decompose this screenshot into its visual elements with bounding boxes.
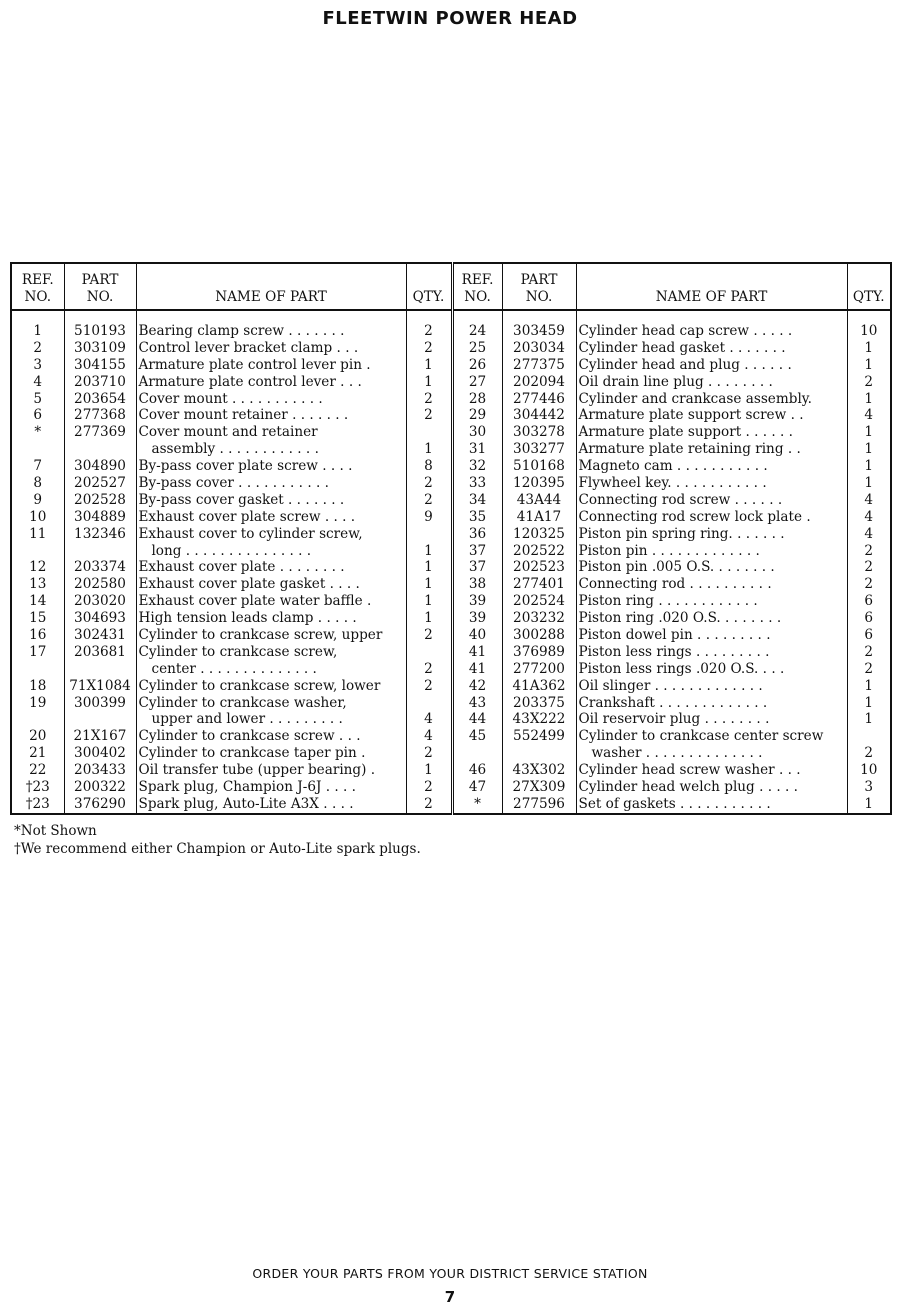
quantity: 1 (864, 677, 874, 694)
part-name: Magneto cam . . . . . . . . . . . (578, 458, 768, 475)
quantity: 3 (864, 779, 874, 796)
quantity: 2 (424, 491, 433, 508)
quantity: 4 (424, 711, 433, 728)
ref-number: * (34, 424, 42, 441)
part-number: 43X302 (512, 762, 566, 779)
part-name: Oil drain line plug . . . . . . . . (578, 373, 773, 390)
ref-number: 16 (29, 627, 47, 644)
quantity: 4 (864, 525, 874, 542)
header-name-left: NAME OF PART (136, 263, 406, 310)
part-name: Cylinder to crankcase center screw (578, 728, 824, 745)
quantity: 2 (424, 660, 433, 677)
part-name: Bearing clamp screw . . . . . . . (138, 323, 345, 339)
part-number: 303459 (513, 323, 565, 339)
header-qty-left: QTY. (406, 263, 452, 310)
quantity: 1 (864, 339, 874, 356)
part-number: 203034 (513, 339, 565, 356)
quantity: 1 (424, 610, 433, 627)
ref-number: 34 (468, 491, 487, 508)
right-part-column (502, 310, 576, 814)
part-name: Exhaust cover plate water baffle . (138, 593, 372, 610)
table-body-row (11, 310, 891, 814)
part-name: Cylinder head cap screw . . . . . (578, 323, 793, 339)
part-name: Connecting rod . . . . . . . . . . (578, 576, 772, 593)
quantity: 4 (864, 407, 874, 424)
part-name: Armature plate retaining ring . . (578, 441, 801, 458)
part-name: Piston pin spring ring. . . . . . . (578, 525, 785, 542)
part-number: 202528 (74, 491, 126, 508)
part-name: Armature plate support screw . . (578, 407, 804, 424)
header-part-left: PART NO. (64, 263, 136, 310)
part-name: Cylinder to crankcase screw, lower (138, 677, 381, 694)
ref-number: †23 (25, 779, 50, 796)
part-name: Exhaust cover plate . . . . . . . . (138, 559, 345, 576)
part-name: Cylinder to crankcase screw, (138, 643, 338, 660)
order-footer: ORDER YOUR PARTS FROM YOUR DISTRICT SERVICE STATION (252, 1266, 648, 1281)
part-number: 277375 (513, 356, 565, 373)
quantity: 1 (864, 441, 874, 458)
part-number: 41A362 (512, 677, 566, 694)
part-name: Connecting rod screw . . . . . . (578, 491, 783, 508)
part-number: 277596 (513, 795, 565, 812)
part-number: 202527 (74, 475, 126, 492)
part-number: 303277 (513, 441, 565, 458)
quantity: 2 (424, 323, 433, 339)
part-number: 120395 (513, 475, 565, 492)
part-name: Cylinder to crankcase washer, (138, 694, 347, 711)
ref-number: 14 (29, 593, 47, 610)
quantity: 1 (424, 441, 433, 458)
part-number: 202524 (513, 593, 565, 610)
ref-number: 44 (468, 711, 487, 728)
part-number: 27X309 (512, 779, 566, 796)
parts-table (10, 262, 892, 815)
ref-number: 33 (468, 475, 487, 492)
ref-number: 29 (468, 407, 487, 424)
quantity: 4 (864, 508, 874, 525)
part-name: Control lever bracket clamp . . . (138, 339, 359, 356)
quantity: 1 (424, 762, 433, 779)
ref-number: 42 (468, 677, 487, 694)
quantity: 10 (860, 323, 878, 339)
part-name: Cylinder and crankcase assembly. (578, 390, 812, 407)
quantity: 4 (864, 491, 874, 508)
part-name: Cover mount . . . . . . . . . . . (138, 390, 323, 407)
part-name: Piston less rings . . . . . . . . . (578, 643, 770, 660)
part-name: Exhaust cover to cylinder screw, (138, 525, 363, 542)
right-ref-column (452, 310, 502, 814)
part-number: 300288 (513, 627, 565, 644)
quantity: 2 (424, 779, 433, 796)
part-name: Armature plate support . . . . . . (578, 424, 794, 441)
part-number: 277368 (74, 407, 126, 424)
quantity: 1 (424, 373, 433, 390)
ref-number: 45 (468, 728, 487, 745)
part-name: Crankshaft . . . . . . . . . . . . . (578, 694, 768, 711)
part-name: Cover mount and retainer (138, 424, 318, 441)
part-name: Oil slinger . . . . . . . . . . . . . (578, 677, 763, 694)
ref-number: 46 (468, 762, 487, 779)
quantity: 1 (864, 694, 874, 711)
header-part-right: PART NO. (502, 263, 576, 310)
part-number: 304442 (513, 407, 565, 424)
part-name: Exhaust cover plate gasket . . . . (138, 576, 360, 593)
quantity: 2 (424, 795, 433, 812)
ref-number: 11 (29, 525, 47, 542)
ref-number: 41 (468, 660, 487, 677)
quantity: 10 (860, 762, 878, 779)
part-number: 203020 (74, 593, 126, 610)
ref-number: 25 (468, 339, 487, 356)
quantity: 6 (864, 627, 874, 644)
quantity: 1 (424, 576, 433, 593)
ref-number: 7 (33, 458, 43, 475)
part-name: long . . . . . . . . . . . . . . . (138, 542, 312, 559)
right-qty-column (847, 310, 891, 814)
quantity: 1 (864, 475, 874, 492)
part-number: 203232 (513, 610, 565, 627)
part-name: Piston ring . . . . . . . . . . . . (578, 593, 758, 610)
quantity: 8 (424, 458, 433, 475)
part-number: 277401 (513, 576, 565, 593)
ref-number: 21 (29, 745, 47, 762)
ref-number: 10 (29, 508, 47, 525)
ref-number: †23 (25, 795, 50, 812)
part-number: 376290 (74, 795, 126, 812)
left-ref-column (11, 310, 64, 814)
quantity: 2 (424, 475, 433, 492)
part-number: 203433 (74, 762, 126, 779)
ref-number: 31 (468, 441, 487, 458)
quantity: 1 (864, 711, 874, 728)
part-number: 303278 (513, 424, 565, 441)
quantity: 2 (424, 390, 433, 407)
header-name-right: NAME OF PART (576, 263, 847, 310)
ref-number: 13 (29, 576, 47, 593)
part-name: Cylinder to crankcase screw . . . (138, 728, 361, 745)
header-ref-right: REF. NO. (452, 263, 502, 310)
left-name-column (136, 310, 406, 814)
left-qty-column (406, 310, 452, 814)
quantity: 2 (864, 373, 874, 390)
ref-number: 39 (468, 593, 487, 610)
ref-number: 3 (33, 356, 43, 373)
ref-number: 4 (33, 373, 43, 390)
part-name: Piston less rings .020 O.S. . . . (578, 660, 785, 677)
part-name: Oil reservoir plug . . . . . . . . (578, 711, 770, 728)
quantity: 1 (864, 390, 874, 407)
part-name: assembly . . . . . . . . . . . . (138, 441, 319, 458)
part-number: 300399 (74, 694, 126, 711)
right-name-column (576, 310, 847, 814)
part-name: By-pass cover plate screw . . . . (138, 458, 353, 475)
quantity: 1 (424, 542, 433, 559)
quantity: 2 (424, 745, 433, 762)
part-name: Cylinder head gasket . . . . . . . (578, 339, 786, 356)
part-number: 277446 (513, 390, 565, 407)
part-number: 132346 (74, 525, 126, 542)
quantity: 2 (424, 339, 433, 356)
part-number: 200322 (74, 779, 126, 796)
ref-number: 1 (33, 323, 43, 339)
quantity: 1 (864, 458, 874, 475)
header-qty-right: QTY. (847, 263, 891, 310)
quantity: 1 (424, 356, 433, 373)
page-title: FLEETWIN POWER HEAD (322, 8, 578, 29)
part-name: By-pass cover gasket . . . . . . . (138, 491, 345, 508)
quantity: 2 (864, 559, 874, 576)
ref-number: 18 (29, 677, 47, 694)
ref-number: 36 (468, 525, 487, 542)
part-number: 277200 (513, 660, 565, 677)
part-name: By-pass cover . . . . . . . . . . . (138, 475, 329, 492)
ref-number: 8 (33, 475, 43, 492)
part-name: Oil transfer tube (upper bearing) . (138, 762, 376, 779)
part-number: 202580 (74, 576, 126, 593)
part-name: Spark plug, Champion J-6J . . . . (138, 779, 356, 796)
part-number: 376989 (513, 643, 565, 660)
part-number: 277369 (74, 424, 126, 441)
part-number: 510193 (74, 323, 126, 339)
part-name: Flywheel key. . . . . . . . . . . . (578, 475, 767, 492)
part-name: Armature plate control lever pin . (138, 356, 371, 373)
part-name: Connecting rod screw lock plate . (578, 508, 811, 525)
quantity: 2 (864, 643, 874, 660)
quantity: 2 (424, 627, 433, 644)
part-number: 41A17 (516, 508, 562, 525)
header-ref-left: REF. NO. (11, 263, 64, 310)
ref-number: 19 (29, 694, 47, 711)
page-number: 7 (444, 1288, 456, 1306)
part-name: Piston pin .005 O.S. . . . . . . . (578, 559, 775, 576)
part-name: Armature plate control lever . . . (138, 373, 362, 390)
part-name: Cylinder head welch plug . . . . . (578, 779, 798, 796)
quantity: 2 (424, 677, 433, 694)
quantity: 4 (424, 728, 433, 745)
ref-number: 5 (33, 390, 43, 407)
part-number: 510168 (513, 458, 565, 475)
ref-number: 27 (468, 373, 487, 390)
quantity: 6 (864, 610, 874, 627)
quantity: 2 (864, 542, 874, 559)
quantity: 2 (424, 407, 433, 424)
part-number: 203681 (74, 643, 126, 660)
part-number: 304155 (74, 356, 126, 373)
part-number: 552499 (513, 728, 565, 745)
ref-number: 43 (468, 694, 487, 711)
part-number: 202094 (513, 373, 565, 390)
quantity: 2 (864, 576, 874, 593)
part-name: Piston ring .020 O.S. . . . . . . . (578, 610, 782, 627)
ref-number: 40 (468, 627, 487, 644)
ref-number: * (474, 795, 481, 812)
ref-number: 15 (29, 610, 47, 627)
part-number: 203654 (74, 390, 126, 407)
part-name: Cylinder head screw washer . . . (578, 762, 801, 779)
part-name: Cylinder to crankcase taper pin . (138, 745, 366, 762)
part-number: 203710 (74, 373, 126, 390)
part-number: 304693 (74, 610, 126, 627)
part-name: Exhaust cover plate screw . . . . (138, 508, 356, 525)
ref-number: 32 (468, 458, 487, 475)
part-number: 203375 (513, 694, 565, 711)
ref-number: 37 (468, 542, 487, 559)
ref-number: 9 (33, 491, 43, 508)
table-header-row (11, 263, 891, 310)
ref-number: 30 (468, 424, 487, 441)
quantity: 1 (424, 593, 433, 610)
part-name: Set of gaskets . . . . . . . . . . . (578, 795, 771, 812)
part-number: 202523 (513, 559, 565, 576)
footnote-spark-plugs: †We recommend either Champion or Auto-Lite spark plugs. (14, 841, 421, 857)
part-name: Cover mount retainer . . . . . . . (138, 407, 349, 424)
ref-number: 6 (33, 407, 43, 424)
part-number: 304890 (74, 458, 126, 475)
part-name: washer . . . . . . . . . . . . . . (578, 745, 763, 762)
ref-number: 38 (468, 576, 487, 593)
quantity: 1 (424, 559, 433, 576)
part-number: 300402 (74, 745, 126, 762)
part-name: Cylinder head and plug . . . . . . (578, 356, 792, 373)
quantity: 2 (864, 745, 874, 762)
footnotes (14, 822, 421, 858)
ref-number: 35 (468, 508, 487, 525)
part-name: Piston pin . . . . . . . . . . . . . (578, 542, 760, 559)
part-number: 43X222 (512, 711, 566, 728)
part-name: Cylinder to crankcase screw, upper (138, 627, 383, 644)
ref-number: 37 (468, 559, 487, 576)
left-part-column (64, 310, 136, 814)
ref-number: 12 (29, 559, 47, 576)
ref-number: 24 (468, 323, 487, 339)
ref-number: 26 (468, 356, 487, 373)
part-number: 302431 (74, 627, 126, 644)
part-number: 203374 (74, 559, 126, 576)
ref-number: 2 (33, 339, 43, 356)
part-number: 303109 (74, 339, 126, 356)
ref-number: 47 (468, 779, 487, 796)
part-number: 43A44 (516, 491, 562, 508)
quantity: 6 (864, 593, 874, 610)
part-number: 304889 (74, 508, 126, 525)
quantity: 1 (864, 424, 874, 441)
ref-number: 20 (29, 728, 47, 745)
part-number: 120325 (513, 525, 565, 542)
part-name: center . . . . . . . . . . . . . . (138, 660, 317, 677)
ref-number: 17 (29, 643, 47, 660)
ref-number: 39 (468, 610, 487, 627)
ref-number: 22 (29, 762, 47, 779)
part-name: Spark plug, Auto-Lite A3X . . . . (138, 795, 354, 812)
part-name: upper and lower . . . . . . . . . (138, 711, 343, 728)
footnote-not-shown: *Not Shown (14, 823, 97, 839)
part-number: 71X1084 (69, 677, 131, 694)
quantity: 1 (864, 795, 874, 812)
ref-number: 28 (468, 390, 487, 407)
part-name: High tension leads clamp . . . . . (138, 610, 357, 627)
quantity: 1 (864, 356, 874, 373)
part-name: Piston dowel pin . . . . . . . . . (578, 627, 771, 644)
quantity: 9 (424, 508, 433, 525)
quantity: 2 (864, 660, 874, 677)
ref-number: 41 (468, 643, 487, 660)
part-number: 21X167 (73, 728, 127, 745)
part-number: 202522 (513, 542, 565, 559)
